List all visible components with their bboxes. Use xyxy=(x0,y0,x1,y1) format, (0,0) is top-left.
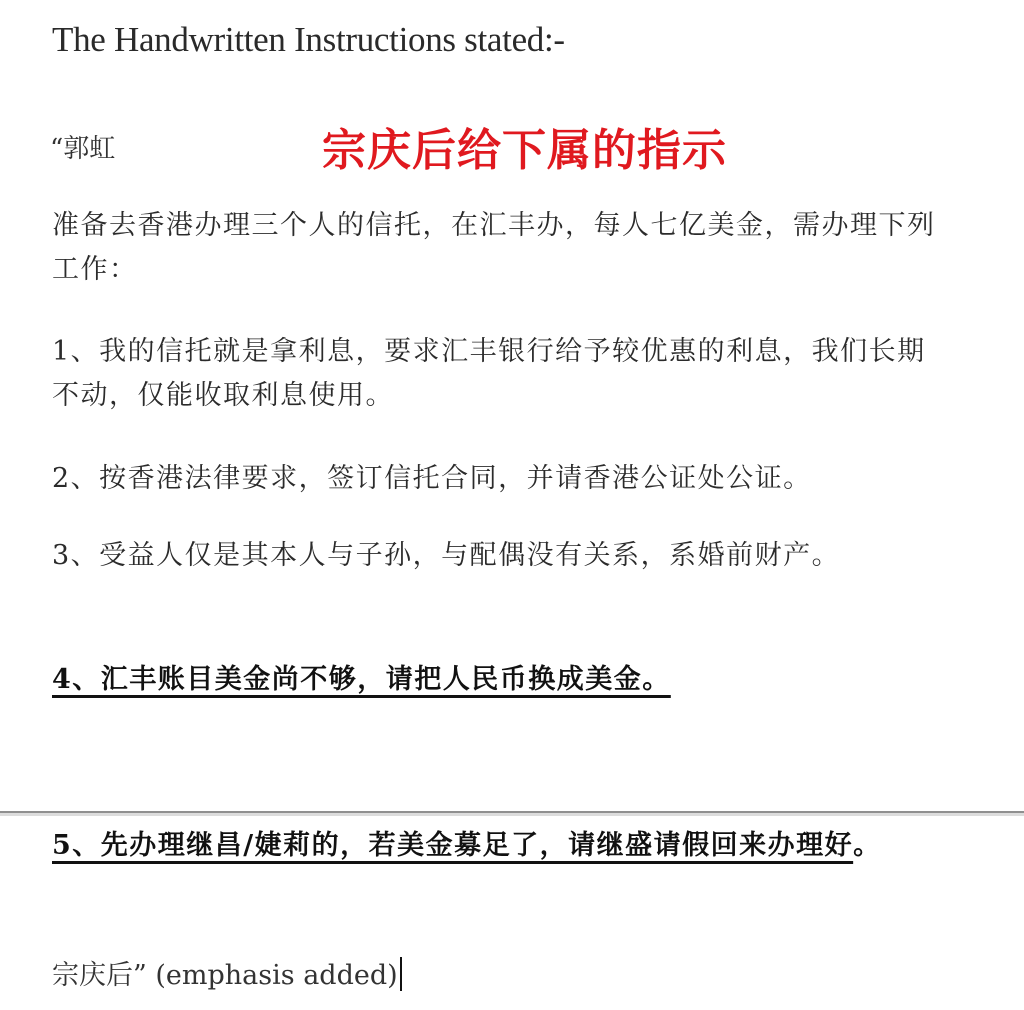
instruction-item-4 xyxy=(52,658,952,702)
text-cursor xyxy=(400,957,402,991)
instruction-item-2: 2、按香港法律要求，签订信托合同，并请香港公证处公证。 xyxy=(52,463,812,494)
instruction-item-1: 1、我的信托就是拿利息，要求汇丰银行给予较优惠的利息，我们长期不动，仅能收取利息使用。 xyxy=(52,336,926,411)
instruction-item-5-end: 。 xyxy=(853,830,882,861)
page-break-shadow xyxy=(0,813,1024,816)
signature-line[interactable] xyxy=(52,953,402,992)
document-heading: The Handwritten Instructions stated:- xyxy=(52,20,565,59)
instruction-item-4-text: 4、汇丰账目美金尚不够，请把人民币换成美金。 xyxy=(52,664,671,695)
intro-paragraph: 准备去香港办理三个人的信托，在汇丰办，每人七亿美金，需办理下列工作： xyxy=(52,210,936,285)
addressee: “郭虹 xyxy=(50,134,116,164)
signature-text: 宗庆后” (emphasis added) xyxy=(52,960,398,991)
instruction-item-3: 3、受益人仅是其本人与子孙，与配偶没有关系，系婚前财产。 xyxy=(52,540,841,571)
instruction-item-5-text: 5、先办理继昌/婕莉的，若美金募足了，请继盛请假回来办理好 xyxy=(52,830,854,861)
instruction-item-5 xyxy=(52,824,962,868)
overlay-title: 宗庆后给下属的指示 xyxy=(322,125,727,176)
